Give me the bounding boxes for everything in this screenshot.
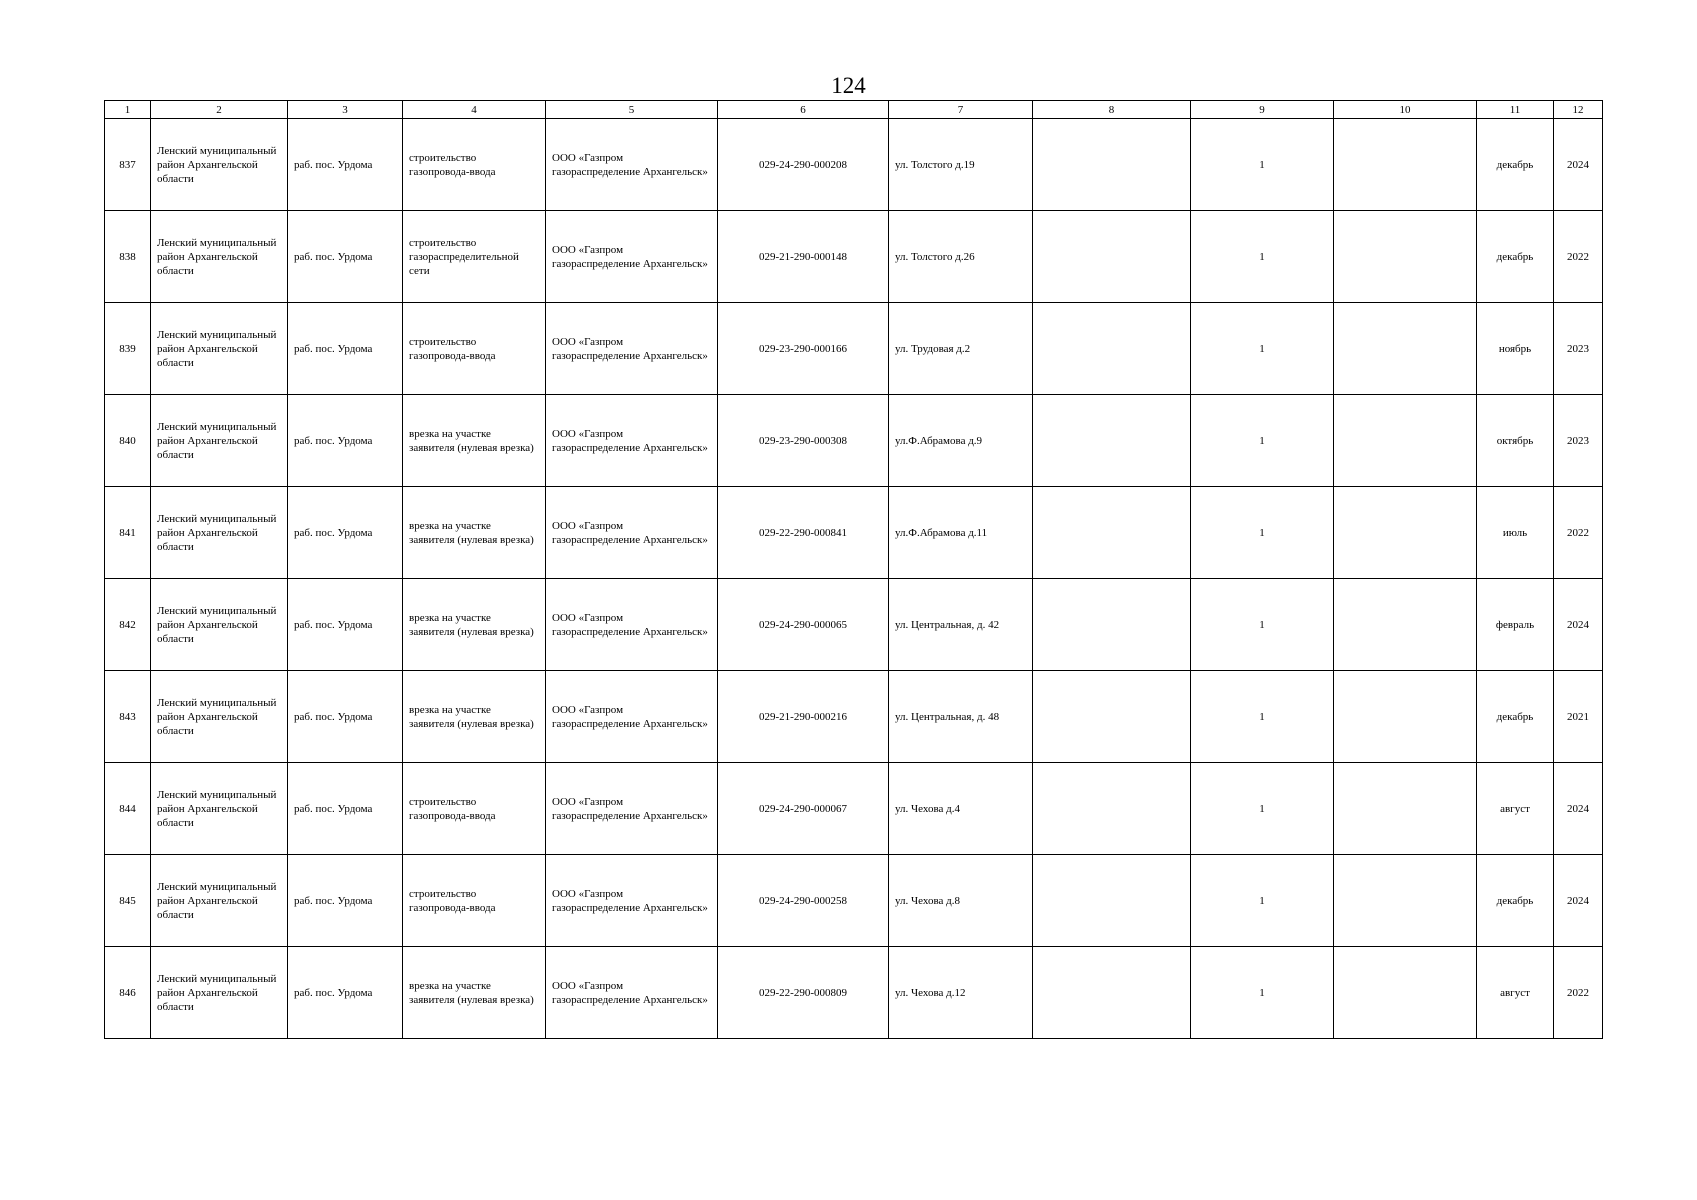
column-header: 9 (1191, 101, 1334, 119)
column-header: 11 (1477, 101, 1554, 119)
column-header: 1 (105, 101, 151, 119)
cell-col10 (1334, 487, 1477, 579)
cell-address: ул. Центральная, д. 48 (889, 671, 1033, 763)
cell-settlement: раб. пос. Урдома (288, 579, 403, 671)
cell-work-type: строительство газопровода-ввода (403, 303, 546, 395)
cell-number: 840 (105, 395, 151, 487)
cell-organization: ООО «Газпром газораспределение Архангельск» (546, 119, 718, 211)
cell-year: 2022 (1554, 211, 1603, 303)
cell-organization: ООО «Газпром газораспределение Архангельск» (546, 487, 718, 579)
cell-organization: ООО «Газпром газораспределение Архангельск» (546, 211, 718, 303)
column-header: 3 (288, 101, 403, 119)
cell-month: декабрь (1477, 211, 1554, 303)
cell-district: Ленский муниципальный район Архангельской области (151, 671, 288, 763)
cell-month: июль (1477, 487, 1554, 579)
column-header: 8 (1033, 101, 1191, 119)
column-header: 6 (718, 101, 889, 119)
cell-year: 2022 (1554, 947, 1603, 1039)
cell-col10 (1334, 763, 1477, 855)
cell-code: 029-23-290-000308 (718, 395, 889, 487)
cell-month: октябрь (1477, 395, 1554, 487)
cell-code: 029-21-290-000148 (718, 211, 889, 303)
table-header (105, 101, 1603, 119)
table-row (105, 395, 1603, 487)
cell-code: 029-22-290-000809 (718, 947, 889, 1039)
cell-address: ул.Ф.Абрамова д.11 (889, 487, 1033, 579)
table-row (105, 579, 1603, 671)
table-row (105, 303, 1603, 395)
cell-organization: ООО «Газпром газораспределение Архангельск» (546, 947, 718, 1039)
cell-quantity: 1 (1191, 763, 1334, 855)
cell-quantity: 1 (1191, 671, 1334, 763)
column-header: 5 (546, 101, 718, 119)
cell-code: 029-23-290-000166 (718, 303, 889, 395)
cell-code: 029-24-290-000067 (718, 763, 889, 855)
cell-year: 2024 (1554, 763, 1603, 855)
cell-col10 (1334, 579, 1477, 671)
cell-quantity: 1 (1191, 487, 1334, 579)
cell-address: ул. Центральная, д. 42 (889, 579, 1033, 671)
cell-col10 (1334, 211, 1477, 303)
cell-district: Ленский муниципальный район Архангельской области (151, 579, 288, 671)
cell-organization: ООО «Газпром газораспределение Архангельск» (546, 395, 718, 487)
cell-district: Ленский муниципальный район Архангельской области (151, 211, 288, 303)
cell-col8 (1033, 763, 1191, 855)
cell-organization: ООО «Газпром газораспределение Архангельск» (546, 855, 718, 947)
table-row (105, 855, 1603, 947)
cell-code: 029-22-290-000841 (718, 487, 889, 579)
cell-year: 2024 (1554, 855, 1603, 947)
table-row (105, 487, 1603, 579)
cell-work-type: строительство газопровода-ввода (403, 119, 546, 211)
cell-year: 2023 (1554, 395, 1603, 487)
cell-year: 2021 (1554, 671, 1603, 763)
cell-settlement: раб. пос. Урдома (288, 763, 403, 855)
cell-col8 (1033, 579, 1191, 671)
cell-year: 2022 (1554, 487, 1603, 579)
table-row (105, 119, 1603, 211)
cell-district: Ленский муниципальный район Архангельской области (151, 855, 288, 947)
cell-district: Ленский муниципальный район Архангельской области (151, 947, 288, 1039)
cell-address: ул. Толстого д.26 (889, 211, 1033, 303)
cell-month: август (1477, 763, 1554, 855)
cell-number: 839 (105, 303, 151, 395)
cell-quantity: 1 (1191, 855, 1334, 947)
cell-district: Ленский муниципальный район Архангельской области (151, 303, 288, 395)
column-header: 12 (1554, 101, 1603, 119)
cell-address: ул. Чехова д.4 (889, 763, 1033, 855)
cell-work-type: врезка на участке заявителя (нулевая врезка) (403, 947, 546, 1039)
cell-col8 (1033, 211, 1191, 303)
cell-col8 (1033, 947, 1191, 1039)
cell-settlement: раб. пос. Урдома (288, 211, 403, 303)
table-row (105, 947, 1603, 1039)
cell-district: Ленский муниципальный район Архангельской области (151, 119, 288, 211)
cell-col8 (1033, 671, 1191, 763)
cell-month: декабрь (1477, 119, 1554, 211)
cell-organization: ООО «Газпром газораспределение Архангельск» (546, 763, 718, 855)
cell-address: ул. Трудовая д.2 (889, 303, 1033, 395)
cell-work-type: врезка на участке заявителя (нулевая врезка) (403, 487, 546, 579)
cell-month: ноябрь (1477, 303, 1554, 395)
cell-number: 838 (105, 211, 151, 303)
cell-organization: ООО «Газпром газораспределение Архангельск» (546, 579, 718, 671)
cell-quantity: 1 (1191, 395, 1334, 487)
cell-settlement: раб. пос. Урдома (288, 671, 403, 763)
cell-quantity: 1 (1191, 303, 1334, 395)
cell-month: декабрь (1477, 855, 1554, 947)
registry-table (104, 100, 1603, 1039)
cell-work-type: врезка на участке заявителя (нулевая врезка) (403, 395, 546, 487)
table-row (105, 671, 1603, 763)
cell-quantity: 1 (1191, 119, 1334, 211)
cell-month: август (1477, 947, 1554, 1039)
cell-address: ул.Ф.Абрамова д.9 (889, 395, 1033, 487)
cell-quantity: 1 (1191, 211, 1334, 303)
cell-address: ул. Чехова д.12 (889, 947, 1033, 1039)
cell-number: 842 (105, 579, 151, 671)
header-row (105, 101, 1603, 119)
cell-col10 (1334, 395, 1477, 487)
cell-organization: ООО «Газпром газораспределение Архангельск» (546, 671, 718, 763)
cell-organization: ООО «Газпром газораспределение Архангельск» (546, 303, 718, 395)
cell-quantity: 1 (1191, 579, 1334, 671)
cell-code: 029-21-290-000216 (718, 671, 889, 763)
cell-year: 2024 (1554, 579, 1603, 671)
cell-district: Ленский муниципальный район Архангельской области (151, 487, 288, 579)
cell-work-type: врезка на участке заявителя (нулевая врезка) (403, 579, 546, 671)
cell-month: декабрь (1477, 671, 1554, 763)
cell-settlement: раб. пос. Урдома (288, 119, 403, 211)
cell-quantity: 1 (1191, 947, 1334, 1039)
cell-address: ул. Чехова д.8 (889, 855, 1033, 947)
cell-code: 029-24-290-000208 (718, 119, 889, 211)
cell-work-type: строительство газопровода-ввода (403, 763, 546, 855)
cell-col8 (1033, 855, 1191, 947)
cell-work-type: врезка на участке заявителя (нулевая врезка) (403, 671, 546, 763)
table-row (105, 763, 1603, 855)
cell-col8 (1033, 395, 1191, 487)
column-header: 7 (889, 101, 1033, 119)
cell-number: 837 (105, 119, 151, 211)
cell-year: 2023 (1554, 303, 1603, 395)
cell-number: 845 (105, 855, 151, 947)
cell-settlement: раб. пос. Урдома (288, 303, 403, 395)
column-header: 2 (151, 101, 288, 119)
table-row (105, 211, 1603, 303)
cell-col8 (1033, 303, 1191, 395)
cell-number: 844 (105, 763, 151, 855)
cell-code: 029-24-290-000258 (718, 855, 889, 947)
cell-address: ул. Толстого д.19 (889, 119, 1033, 211)
cell-code: 029-24-290-000065 (718, 579, 889, 671)
cell-col8 (1033, 487, 1191, 579)
cell-settlement: раб. пос. Урдома (288, 395, 403, 487)
page-number: 124 (831, 73, 866, 98)
column-header: 4 (403, 101, 546, 119)
cell-col10 (1334, 119, 1477, 211)
cell-settlement: раб. пос. Урдома (288, 487, 403, 579)
table-body (105, 119, 1603, 1039)
cell-number: 843 (105, 671, 151, 763)
cell-col10 (1334, 303, 1477, 395)
cell-work-type: строительство газопровода-ввода (403, 855, 546, 947)
cell-settlement: раб. пос. Урдома (288, 855, 403, 947)
cell-district: Ленский муниципальный район Архангельской области (151, 763, 288, 855)
cell-year: 2024 (1554, 119, 1603, 211)
cell-col10 (1334, 671, 1477, 763)
cell-col10 (1334, 947, 1477, 1039)
cell-district: Ленский муниципальный район Архангельской области (151, 395, 288, 487)
cell-number: 846 (105, 947, 151, 1039)
cell-month: февраль (1477, 579, 1554, 671)
cell-col8 (1033, 119, 1191, 211)
column-header: 10 (1334, 101, 1477, 119)
cell-settlement: раб. пос. Урдома (288, 947, 403, 1039)
cell-col10 (1334, 855, 1477, 947)
cell-number: 841 (105, 487, 151, 579)
cell-work-type: строительство газораспределительной сети (403, 211, 546, 303)
